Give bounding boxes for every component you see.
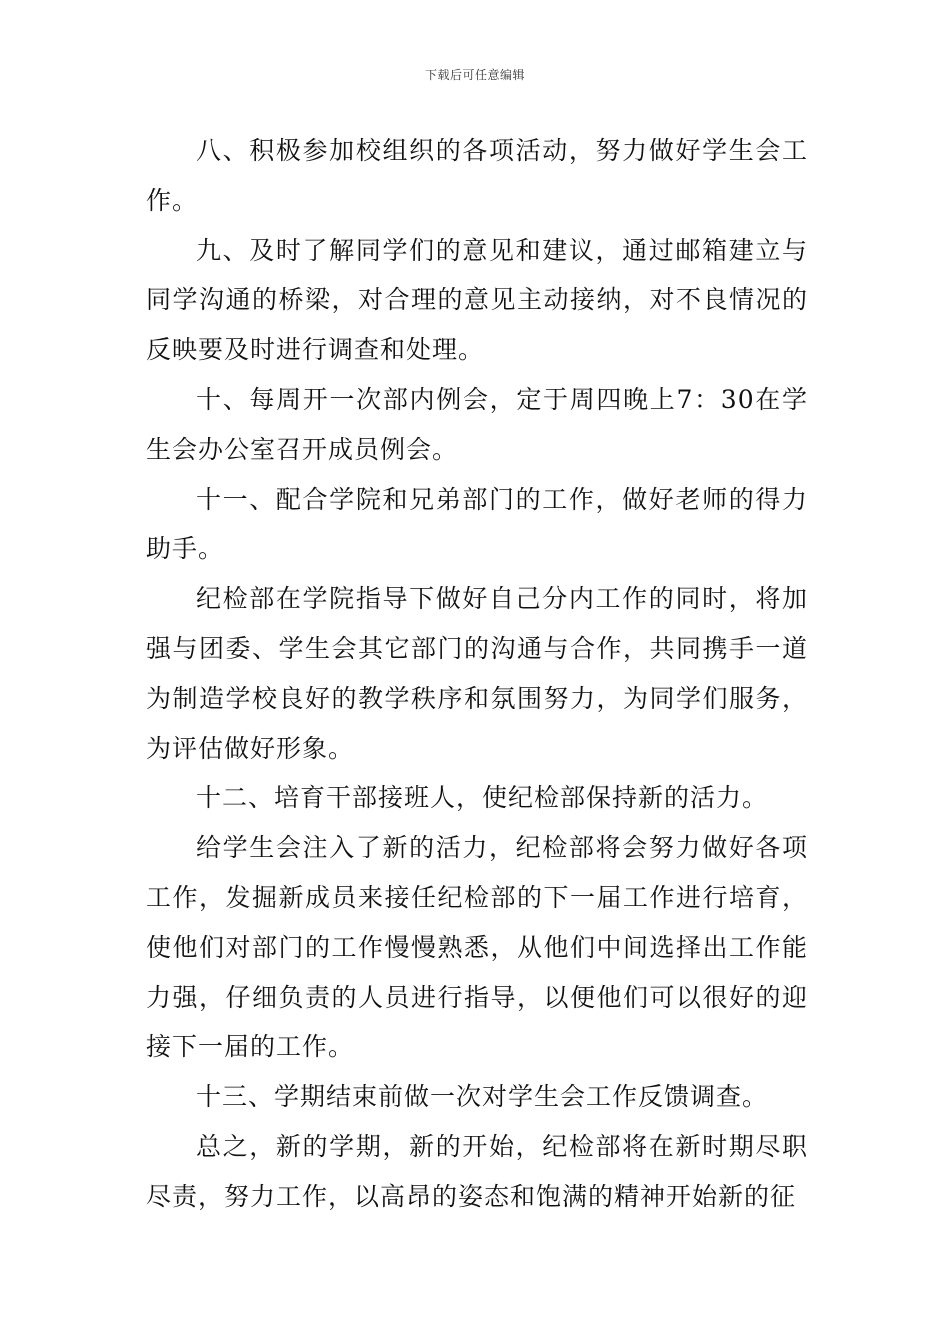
paragraph-cooperation: 纪检部在学院指导下做好自己分内工作的同时，将加强与团委、学生会其它部门的沟通与合作，共同携手一道为制造学校良好的教学秩序和氛围努力，为同学们服务，为评估做好形象。 [146, 584, 808, 763]
paragraph-item-11: 十一、配合学院和兄弟部门的工作，做好老师的得力助手。 [146, 484, 808, 564]
paragraph-item-13: 十三、学期结束前做一次对学生会工作反馈调查。 [196, 1082, 769, 1112]
paragraph-item-8: 八、积极参加校组织的各项活动，努力做好学生会工作。 [146, 136, 808, 215]
paragraph-item-12: 十二、培育干部接班人，使纪检部保持新的活力。 [196, 783, 769, 813]
paragraph-conclusion: 总之，新的学期，新的开始，纪检部将在新时期尽职尽责，努力工作，以高昂的姿态和饱满的精神开始新的征 [146, 1131, 808, 1211]
page-header: 下载后可任意编辑 [424, 68, 525, 82]
paragraph-item-9: 九、及时了解同学们的意见和建议，通过邮箱建立与同学沟通的桥梁，对合理的意见主动接纳，对不良情况的反映要及时进行调查和处理。 [146, 235, 808, 365]
paragraph-item-10: 十、每周开一次部内例会，定于周四晚上7：30在学生会办公室召开成员例会。 [146, 384, 808, 464]
document-body [146, 126, 808, 1222]
paragraph-successors: 给学生会注入了新的活力，纪检部将会努力做好各项工作，发掘新成员来接任纪检部的下一届工作进行培育，使他们对部门的工作慢慢熟悉，从他们中间选择出工作能力强，仔细负责的人员进行指导，以便他们可以很好的迎接下一届的工作。 [146, 833, 808, 1062]
